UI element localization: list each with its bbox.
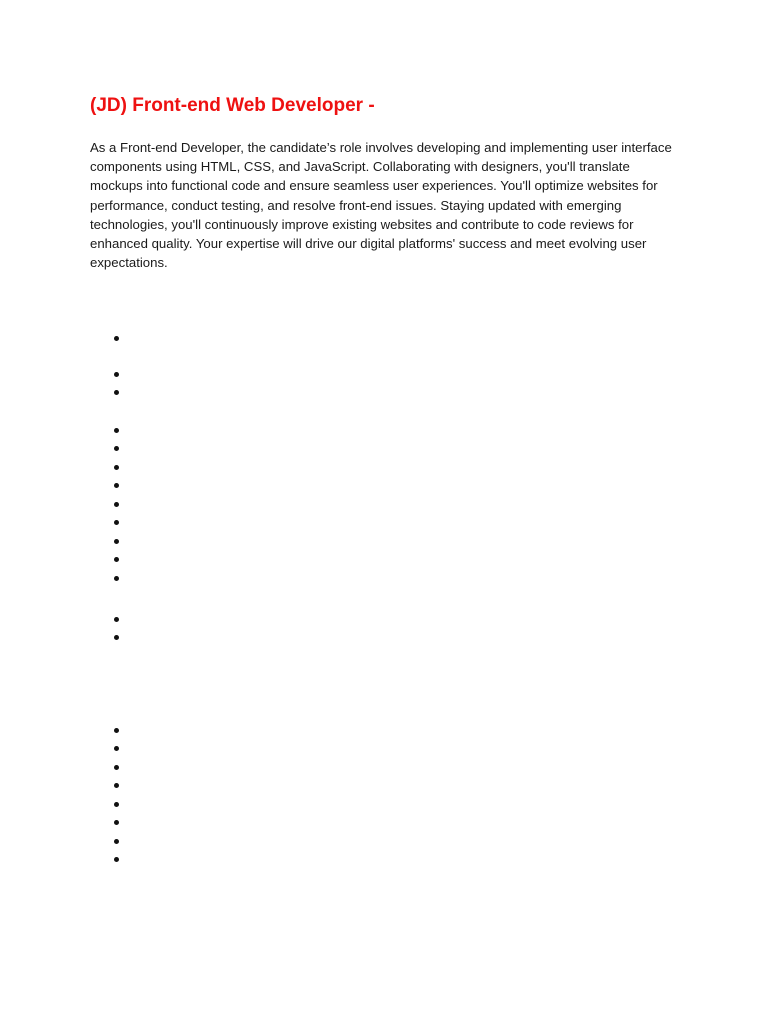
bullet-point [114, 428, 119, 433]
bullet-point [114, 746, 119, 751]
bullet-point [114, 390, 119, 395]
bullet-point [114, 802, 119, 807]
bullet-point [114, 336, 119, 341]
bullet-point [114, 465, 119, 470]
bullet-point [114, 635, 119, 640]
bullet-point [114, 857, 119, 862]
document-title: (JD) Front-end Web Developer - [90, 95, 375, 116]
bullet-point [114, 839, 119, 844]
bullet-point [114, 765, 119, 770]
job-description: As a Front-end Developer, the candidate’s role involves developing and implementing user interface components using HTML, CSS, and JavaScript. Collaborating with designers, you'll translate mockups into functional code and ensure seamless user experiences. You'll optimize websites for performance, conduct testing, and resolve front-end issues. Staying updated with emerging technologies, you'll continuously improve existing websites and contribute to code reviews for enhanced quality. Your expertise will drive our digital platforms' success and meet evolving user expectations. [90, 140, 672, 271]
bullet-point [114, 520, 119, 525]
bullet-point [114, 576, 119, 581]
bullet-point [114, 820, 119, 825]
bullet-point [114, 557, 119, 562]
bullet-point [114, 539, 119, 544]
bullet-point [114, 483, 119, 488]
bullet-point [114, 783, 119, 788]
bullet-point [114, 617, 119, 622]
bullet-point [114, 446, 119, 451]
bullet-point [114, 372, 119, 377]
bullet-point [114, 502, 119, 507]
bullet-point [114, 728, 119, 733]
